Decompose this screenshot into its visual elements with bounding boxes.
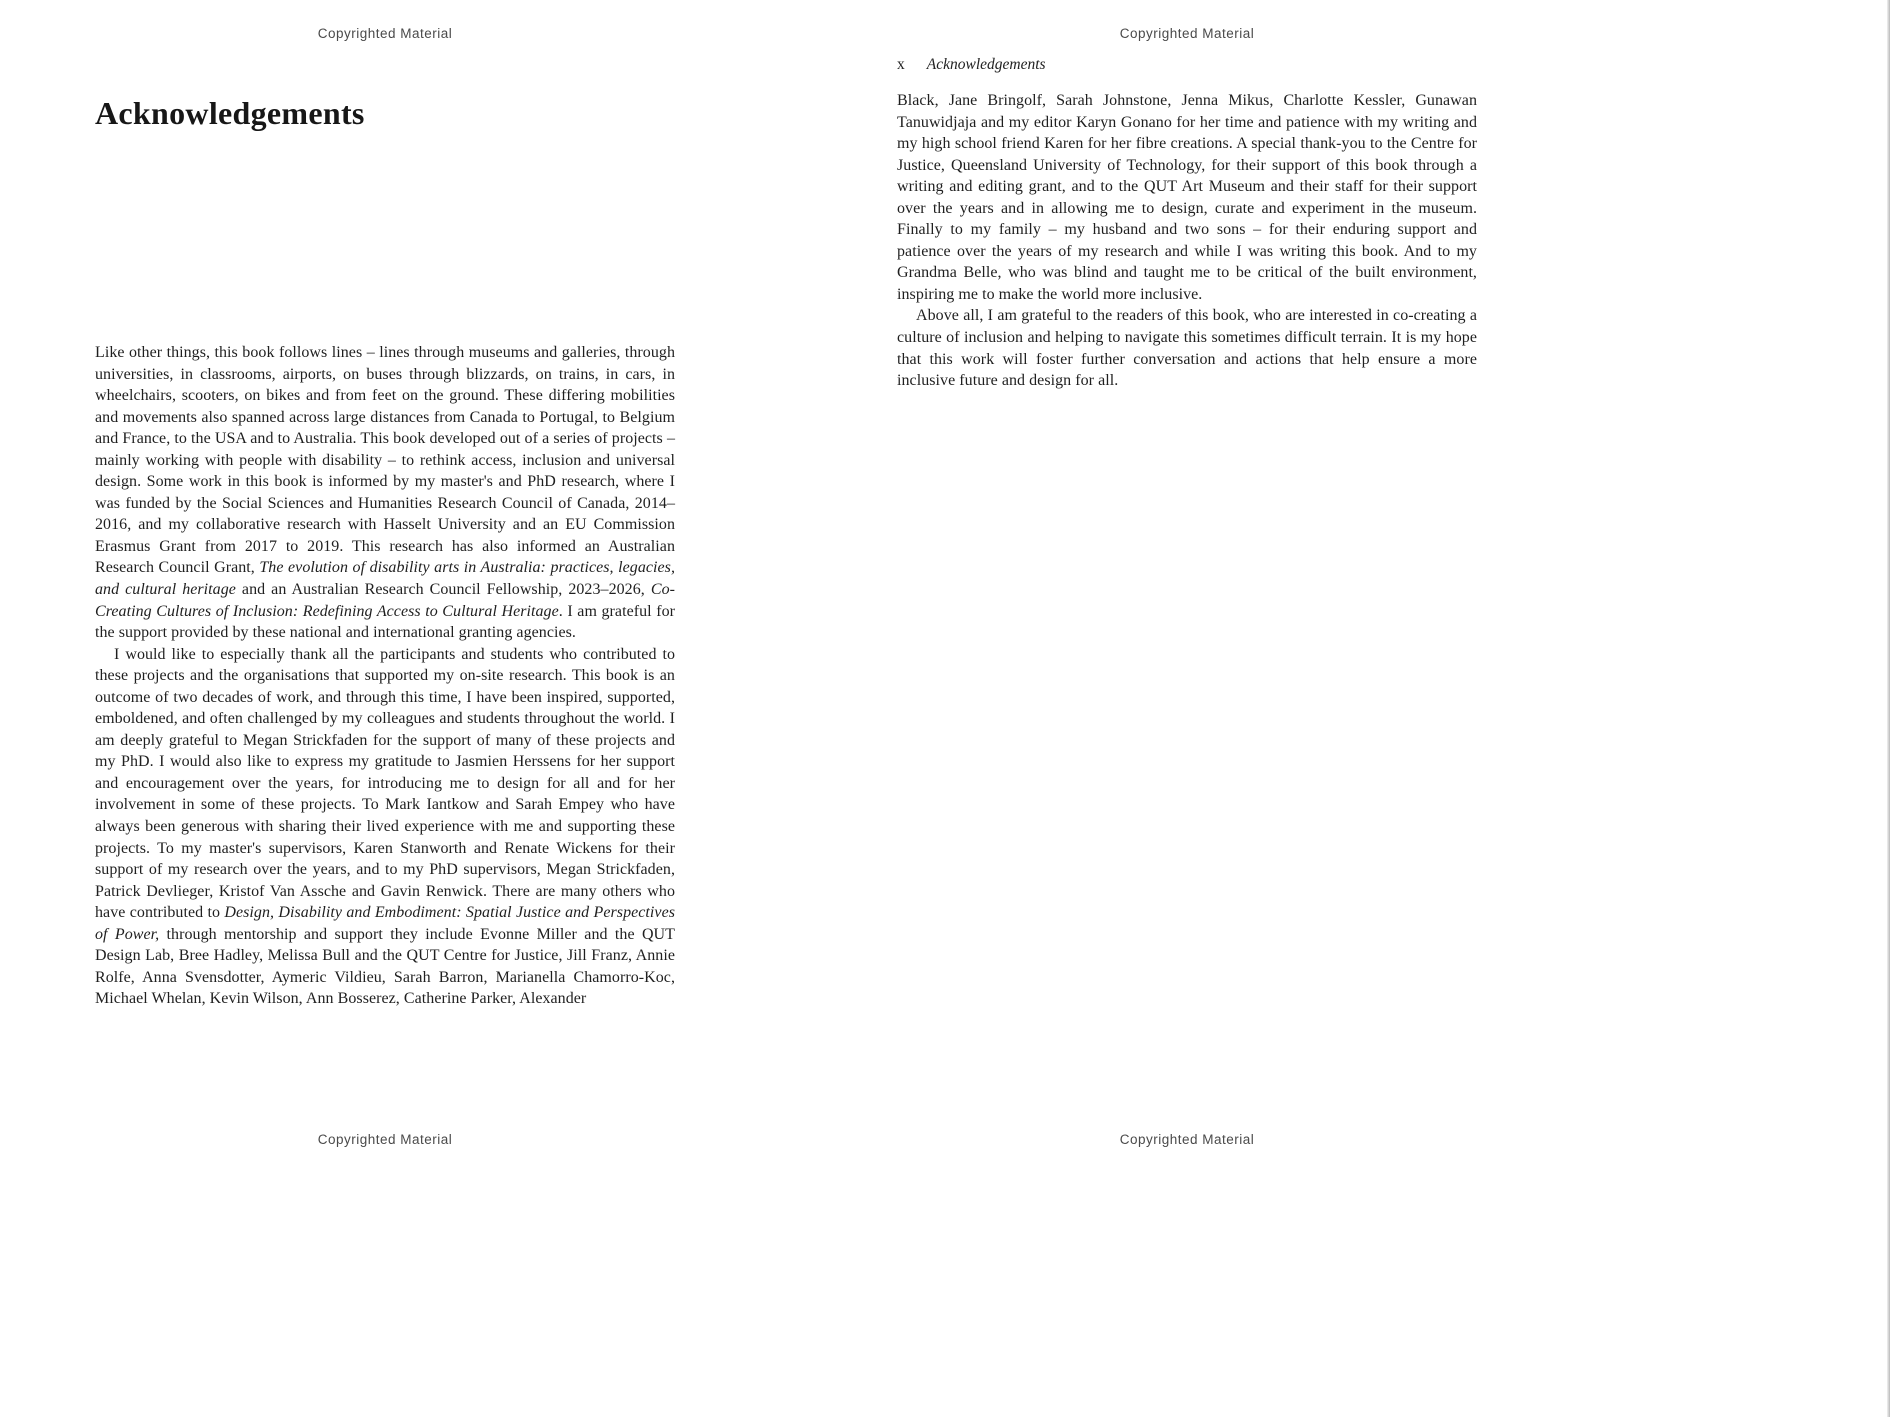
page-left — [0, 0, 790, 1417]
text-segment: through mentorship and support they include Evonne Miller and the QUT Design Lab, Bree Hadley, Melissa Bull and the QUT Centre for Justice, Jill Franz, Annie Rolfe, Anna Svensdotter, Aymeric Vildieu, Sarah Barron, Marianella Chamorro-Koc, Michael Whelan, Kevin Wilson, Ann Bosserez, Catherine Parker, Alexander — [95, 925, 675, 1008]
copyright-notice-bottom-right: Copyrighted Material — [1119, 1132, 1255, 1147]
paragraph — [95, 342, 675, 644]
running-title: Acknowledgements — [926, 56, 1046, 73]
copyright-notice-top-right: Copyrighted Material — [1119, 26, 1255, 41]
italic-text-segment: The evolution of disability arts in Australia: practices, legacies, and cultural heritage — [95, 559, 675, 599]
chapter-title: Acknowledgements — [95, 95, 365, 131]
italic-text-segment: Design, Disability and Embodiment: Spatial Justice and Perspectives of Power, — [95, 904, 676, 943]
left-page-body — [95, 342, 675, 1010]
text-segment: Like other things, this book follows lines – lines through museums and galleries, through universities, in classrooms, airports, on buses through blizzards, on trains, in cars, in wheelchairs, scooters, on bikes and from feet on the ground. These differing mobilities and movements also spanned across large distances from Canada to Portugal, to Belgium and France, to the USA and to Australia. This book developed out of a series of projects – mainly working with people with disability – to rethink access, inclusion and universal design. Some work in this book is informed by my master's and PhD research, where I was funded by the Social Sciences and Humanities Research Council of Canada, 2014–2016, and my collaborative research with Hasselt University and an EU Commission Erasmus Grant from 2017 to 2019. This research has also informed an Australian Research Council Grant, — [95, 344, 675, 577]
italic-text-segment: Co-Creating Cultures of Inclusion: Redefining Access to Cultural Heritage — [95, 581, 675, 620]
paragraph — [897, 305, 1477, 391]
paragraph — [95, 644, 675, 1010]
text-segment: and an Australian Research Council Fellowship, 2023–2026, — [235, 581, 651, 599]
copyright-notice-top-left: Copyrighted Material — [317, 26, 453, 41]
running-header — [897, 56, 1046, 74]
paragraph — [897, 90, 1477, 305]
page-right — [790, 0, 1890, 1417]
text-segment: Black, Jane Bringolf, Sarah Johnstone, Jenna Mikus, Charlotte Kessler, Gunawan Tanuwidjaja and my editor Karyn Gonano for her time and patience with my writing and my high school friend Karen for her fibre creations. A special thank-you to the Centre for Justice, Queensland University of Technology, for their support of this book through a writing and editing grant, and to the QUT Art Museum and their staff for their support over the years and in allowing me to design, curate and experiment in the museum. Finally to my family – my husband and two sons – for their enduring support and patience over the years of my research and while I was writing this book. And to my Grandma Belle, who was blind and taught me to be critical of the built environment, inspiring me to make the world more inclusive. — [897, 92, 1477, 303]
text-segment: Above all, I am grateful to the readers of this book, who are interested in co-creating a culture of inclusion and helping to navigate this sometimes difficult terrain. It is my hope that this work will foster further conversation and actions that help ensure a more inclusive future and design for all. — [897, 307, 1477, 390]
right-page-body — [897, 90, 1477, 392]
text-segment: . I am grateful for the support provided by these national and international granting agencies. — [95, 602, 676, 642]
page-number: x — [897, 56, 905, 73]
text-segment: I would like to especially thank all the participants and students who contributed to these projects and the organisations that supported my on-site research. This book is an outcome of two decades of work, and through this time, I have been inspired, supported, emboldened, and often challenged by my colleagues and students throughout the world. I am deeply grateful to Megan Strickfaden for the support of many of these projects and my PhD. I would also like to express my gratitude to Jasmien Herssens for her support and encouragement over the years, for introducing me to design for all and for her involvement in some of these projects. To Mark Iantkow and Sarah Empey who have always been generous with sharing their lived experience with me and supporting these projects. To my master's supervisors, Karen Stanworth and Renate Wickens for their support of my research over the years, and to my PhD supervisors, Megan Strickfaden, Patrick Devlieger, Kristof Van Assche and Gavin Renwick. There are many others who have contributed to — [95, 645, 675, 922]
copyright-notice-bottom-left: Copyrighted Material — [317, 1132, 453, 1147]
